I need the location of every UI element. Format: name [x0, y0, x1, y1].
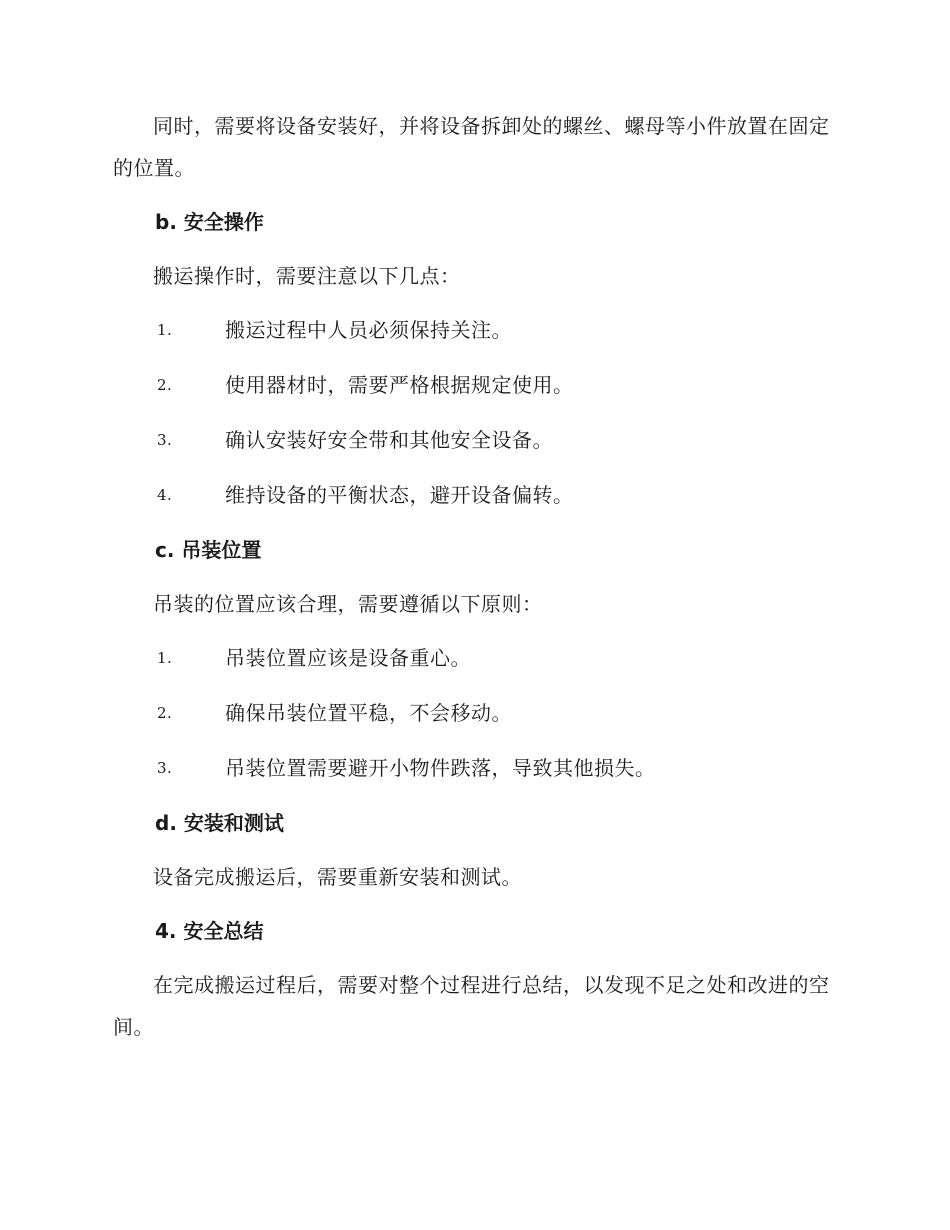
document-body [113, 105, 833, 1060]
list-item-text: 吊装位置需要避开小物件跌落，导致其他损失。 [225, 756, 656, 780]
section-b-heading: b. 安全操作 [155, 210, 264, 234]
section-c-list [113, 637, 833, 789]
section-c-heading: c. 吊装位置 [155, 538, 262, 562]
list-item [113, 309, 833, 351]
list-item-number: 1. [157, 321, 173, 339]
list-item-number: 2. [157, 704, 173, 722]
list-item [113, 364, 833, 406]
section-4-paragraph: 在完成搬运过程后，需要对整个过程进行总结，以发现不足之处和改进的空间。 [113, 973, 830, 1039]
list-item-number: 3. [157, 431, 173, 449]
intro-paragraph: 同时，需要将设备安装好，并将设备拆卸处的螺丝、螺母等小件放置在固定的位置。 [113, 114, 830, 180]
list-item [113, 419, 833, 461]
list-item-text: 确认安装好安全带和其他安全设备。 [225, 428, 553, 452]
section-d-paragraph: 设备完成搬运后，需要重新安装和测试。 [153, 865, 522, 889]
list-item-number: 1. [157, 649, 173, 667]
list-item [113, 474, 833, 516]
list-item-text: 维持设备的平衡状态，避开设备偏转。 [225, 483, 574, 507]
list-item-number: 2. [157, 376, 173, 394]
list-item-text: 确保吊装位置平稳，不会移动。 [225, 701, 512, 725]
list-item-number: 4. [157, 486, 173, 504]
list-item [113, 747, 833, 789]
section-d-heading: d. 安装和测试 [155, 811, 284, 835]
list-item-text: 使用器材时，需要严格根据规定使用。 [225, 373, 574, 397]
section-c-intro: 吊装的位置应该合理，需要遵循以下原则： [153, 592, 543, 616]
list-item [113, 637, 833, 679]
list-item-text: 搬运过程中人员必须保持关注。 [225, 318, 512, 342]
section-b-intro: 搬运操作时，需要注意以下几点： [153, 264, 461, 288]
section-4-heading: 4. 安全总结 [155, 919, 264, 943]
list-item-text: 吊装位置应该是设备重心。 [225, 646, 471, 670]
section-b-list [113, 309, 833, 516]
list-item-number: 3. [157, 759, 173, 777]
list-item [113, 692, 833, 734]
